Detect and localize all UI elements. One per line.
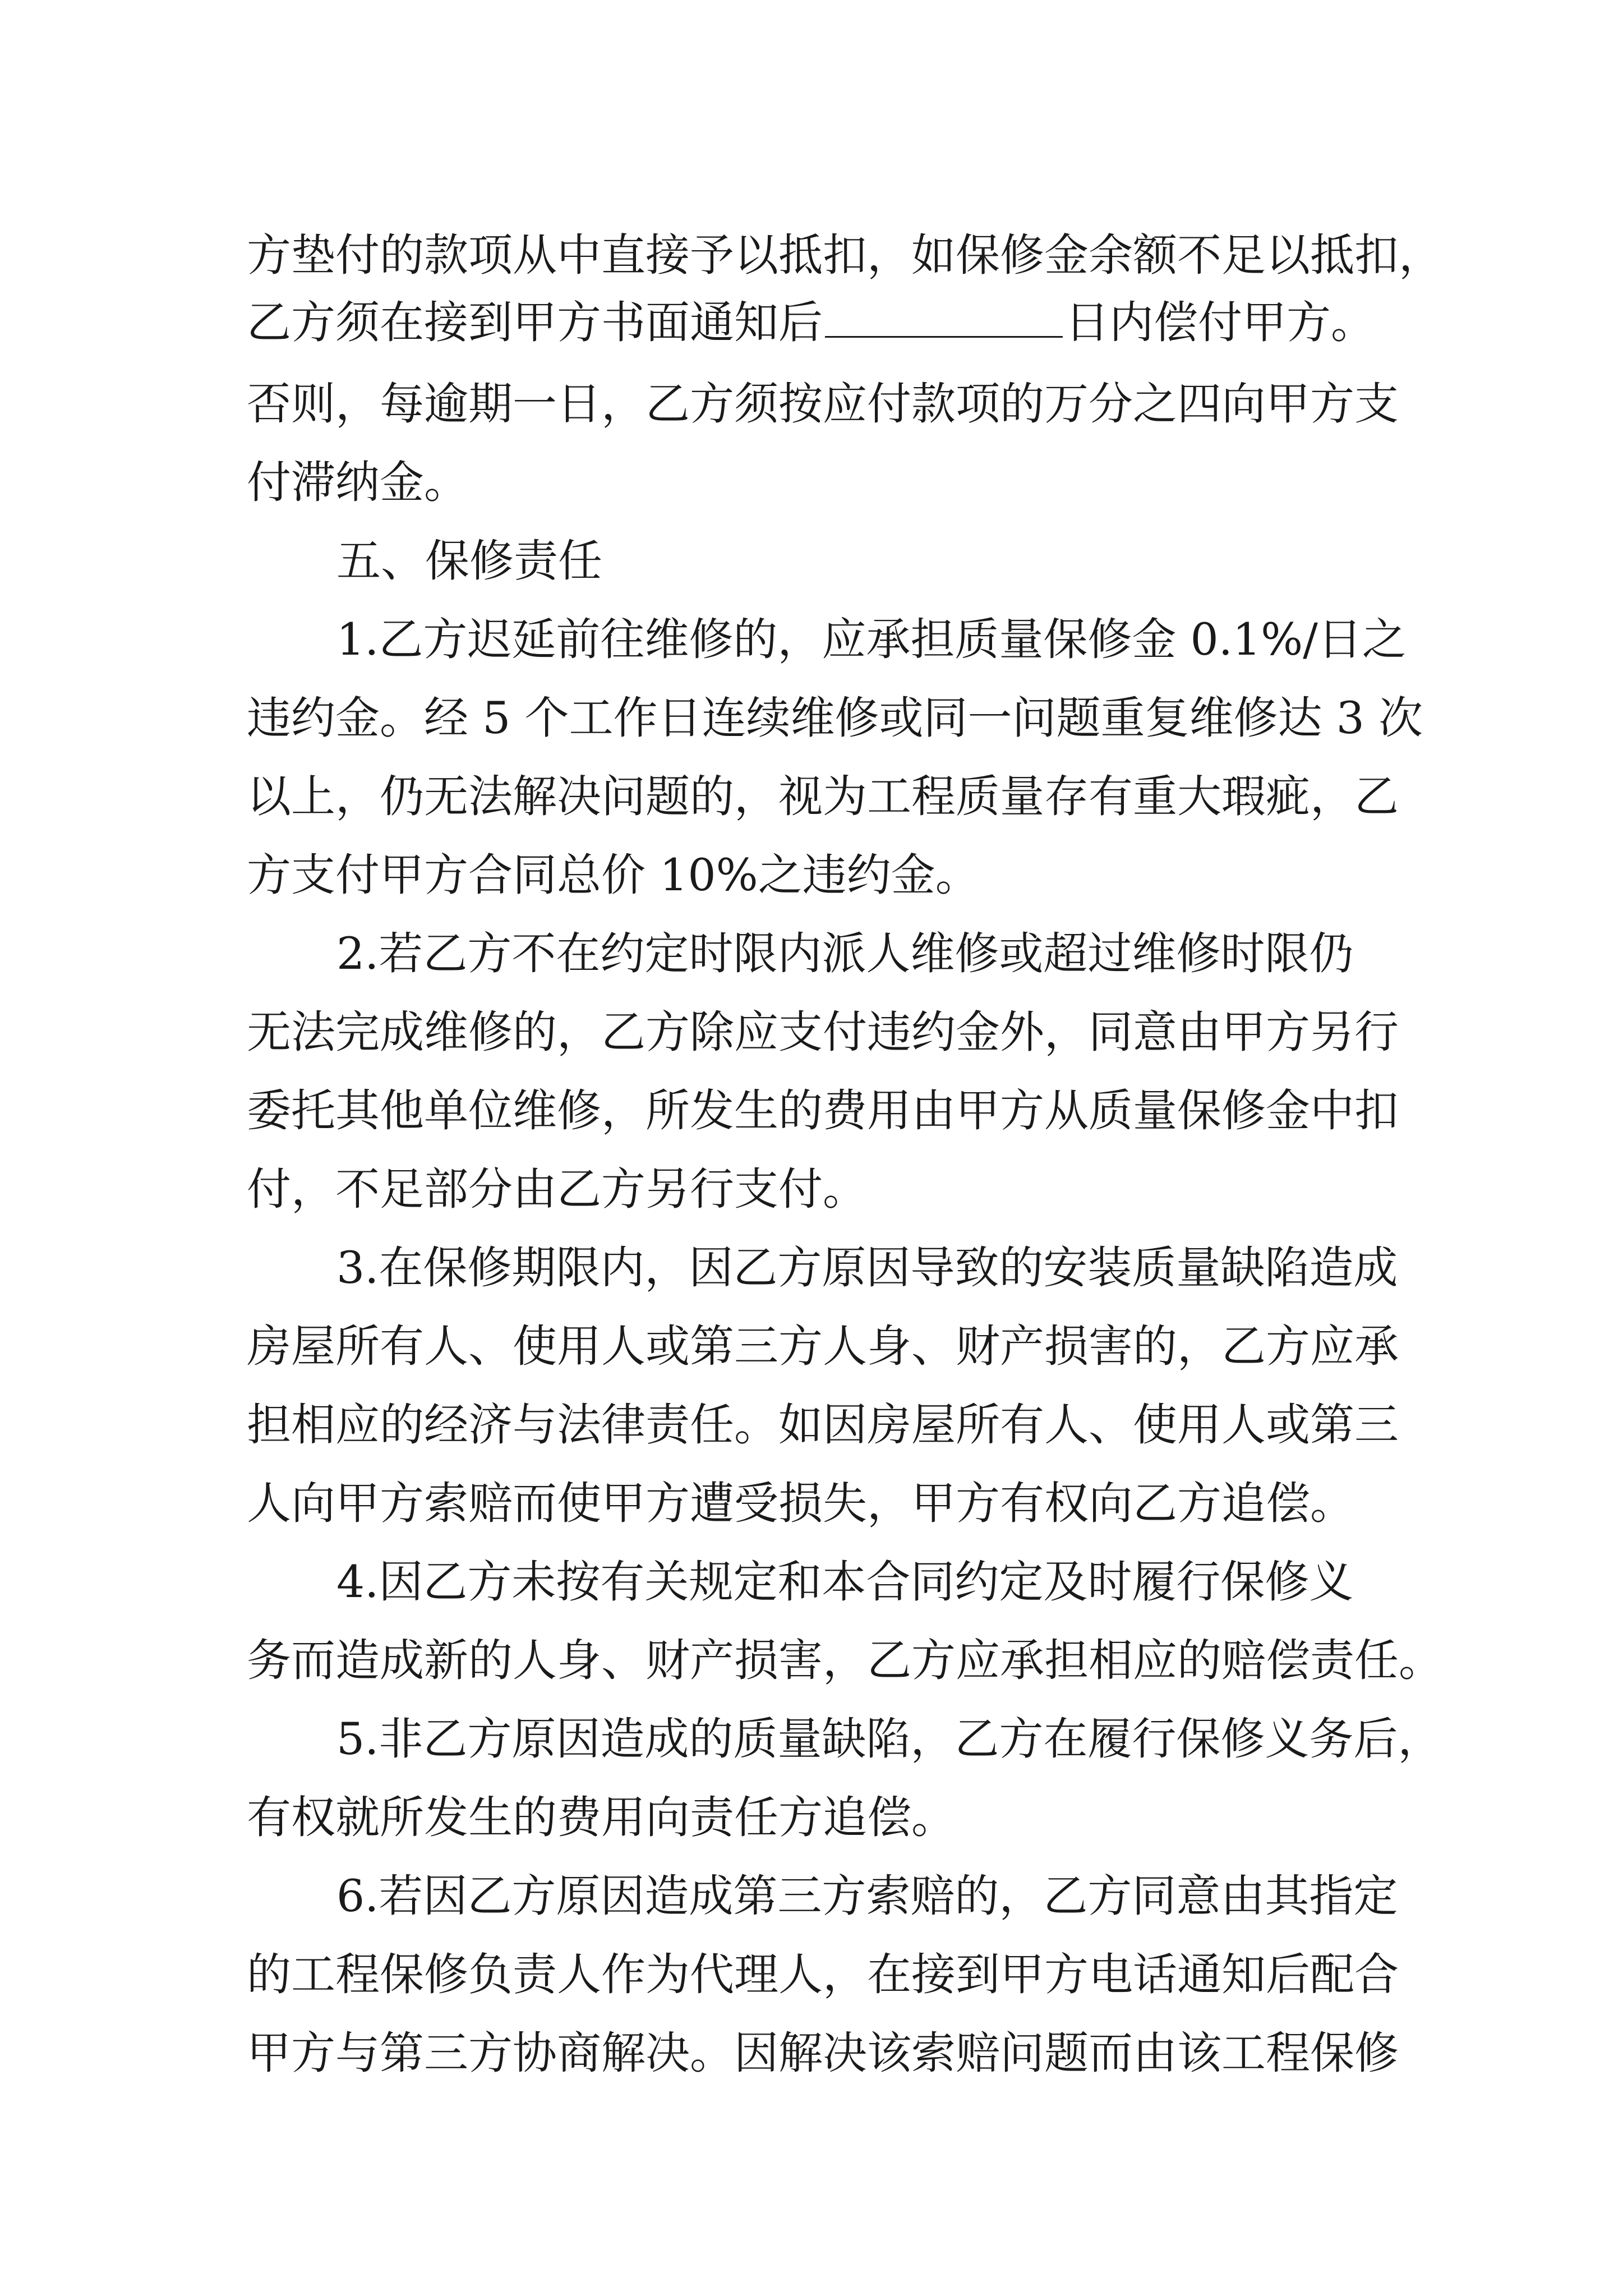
text-line: 付滞纳金。 bbox=[247, 457, 468, 508]
text-line: 方支付甲方合同总价 10%之违约金。 bbox=[247, 849, 980, 901]
text-line: 4.因乙方未按有关规定和本合同约定及时履行保修义 bbox=[336, 1556, 1354, 1608]
text-line: 5.非乙方原因造成的质量缺陷，乙方在履行保修义务后， bbox=[336, 1713, 1442, 1765]
text-fragment: 日内偿付甲方。 bbox=[1065, 297, 1375, 348]
fill-in-blank bbox=[825, 302, 1063, 338]
text-line: 房屋所有人、使用人或第三方人身、财产损害的，乙方应承 bbox=[247, 1320, 1399, 1372]
text-line: 1.乙方迟延前往维修的，应承担质量保修金 0.1%/日之 bbox=[336, 614, 1407, 665]
text-line: 方垫付的款项从中直接予以抵扣，如保修金余额不足以抵扣， bbox=[247, 229, 1443, 281]
text-line: 以上，仍无法解决问题的，视为工程质量存有重大瑕疵，乙 bbox=[247, 771, 1399, 822]
text-line: 担相应的经济与法律责任。如因房屋所有人、使用人或第三 bbox=[247, 1399, 1399, 1451]
text-line: 人向甲方索赔而使甲方遭受损失，甲方有权向乙方追偿。 bbox=[247, 1478, 1354, 1529]
text-line: 委托其他单位维修，所发生的费用由甲方从质量保修金中扣 bbox=[247, 1085, 1399, 1137]
text-line: 违约金。经 5 个工作日连续维修或同一问题重复维修达 3 次 bbox=[247, 692, 1423, 744]
text-line bbox=[247, 278, 1375, 367]
text-line: 甲方与第三方协商解决。因解决该索赔问题而由该工程保修 bbox=[247, 2027, 1399, 2079]
text-line: 2.若乙方不在约定时限内派人维修或超过维修时限仍 bbox=[336, 928, 1354, 979]
section-heading: 五、保修责任 bbox=[336, 535, 602, 587]
text-line: 否则，每逾期一日，乙方须按应付款项的万分之四向甲方支 bbox=[247, 378, 1399, 430]
text-line: 无法完成维修的，乙方除应支付违约金外，同意由甲方另行 bbox=[247, 1006, 1399, 1058]
text-line: 6.若因乙方原因造成第三方索赔的，乙方同意由其指定 bbox=[336, 1870, 1398, 1922]
text-line: 有权就所发生的费用向责任方追偿。 bbox=[247, 1792, 956, 1843]
text-line: 付，不足部分由乙方另行支付。 bbox=[247, 1163, 867, 1215]
text-fragment: 乙方须在接到甲方书面通知后 bbox=[247, 297, 823, 348]
text-line: 3.在保修期限内，因乙方原因导致的安装质量缺陷造成 bbox=[336, 1242, 1398, 1294]
text-line: 务而造成新的人身、财产损害，乙方应承担相应的赔偿责任。 bbox=[247, 1635, 1443, 1686]
text-line: 的工程保修负责人作为代理人，在接到甲方电话通知后配合 bbox=[247, 1949, 1399, 2000]
